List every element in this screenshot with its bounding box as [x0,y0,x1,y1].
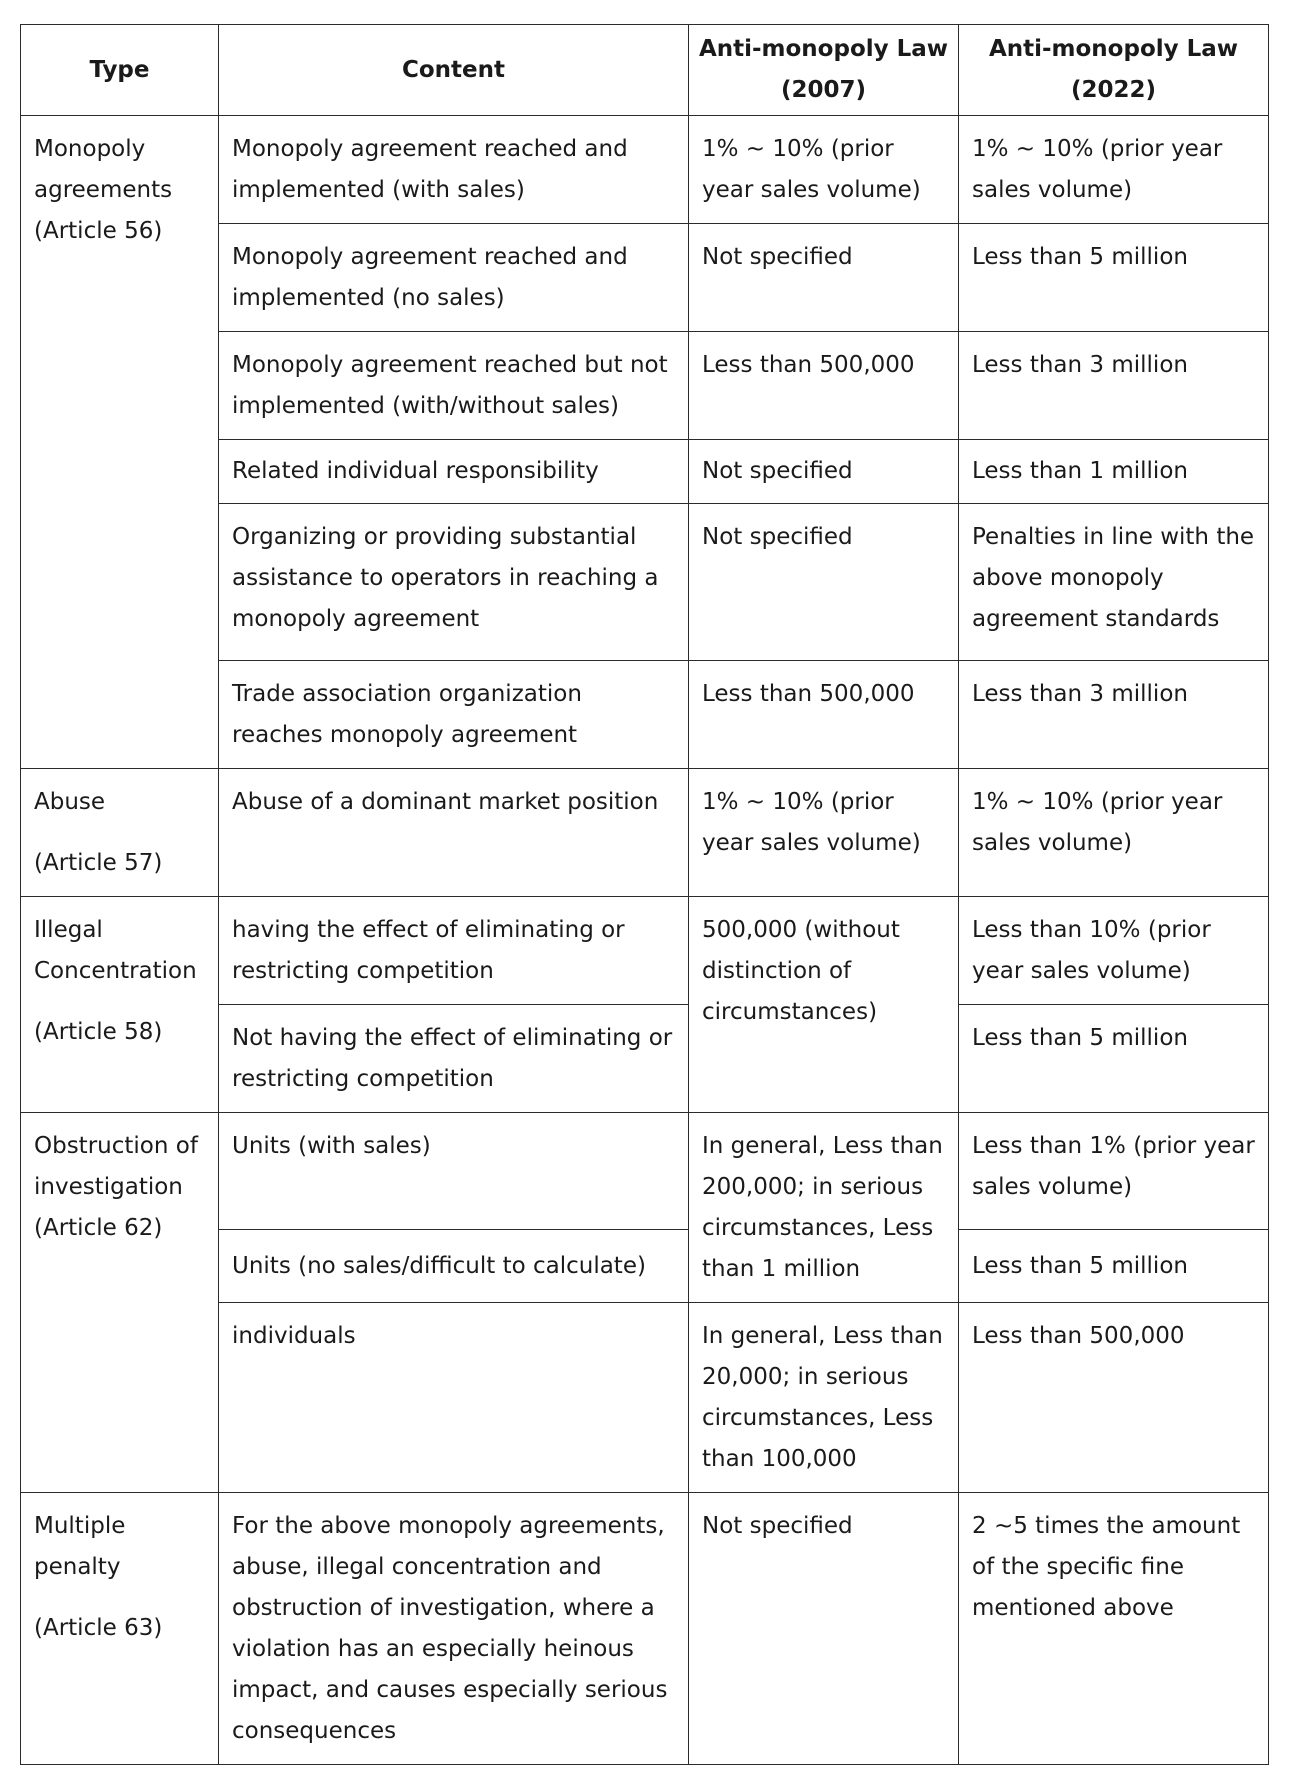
penalty-comparison-table [20,24,1269,1765]
content-cell: having the effect of eliminating or restricting competition [219,897,689,1005]
law-2022-cell: Less than 1% (prior year sales volume) [959,1113,1269,1230]
law-2007-cell: In general, Less than 200,000; in serious circumstances, Less than 1 million [689,1113,959,1303]
law-2007-cell: In general, Less than 20,000; in serious circumstances, Less than 100,000 [689,1303,959,1493]
header-law-2007: Anti-monopoly Law (2007) [689,25,959,116]
table-row [21,897,1269,1005]
type-cell-obstruction: Obstruction of investigation (Article 62) [21,1113,219,1493]
law-2022-cell: Less than 1 million [959,440,1269,504]
law-2022-cell: Less than 5 million [959,224,1269,332]
law-2007-cell: Not specified [689,504,959,661]
law-2007-cell: Not specified [689,1493,959,1765]
table-row [21,1493,1269,1765]
table-row [21,769,1269,897]
type-cell-concentration: Illegal Concentration (Article 58) [21,897,219,1113]
penalty-comparison-table-wrapper [20,24,1269,1765]
law-2007-cell: Not specified [689,440,959,504]
content-cell: Trade association organization reaches monopoly agreement [219,661,689,769]
type-cell-multiple: Multiple penalty (Article 63) [21,1493,219,1765]
content-cell: Related individual responsibility [219,440,689,504]
law-2022-cell: Less than 5 million [959,1005,1269,1113]
content-cell: Units (no sales/difficult to calculate) [219,1230,689,1303]
law-2022-cell: Less than 10% (prior year sales volume) [959,897,1269,1005]
header-law-2022: Anti-monopoly Law (2022) [959,25,1269,116]
law-2022-cell: 1% ~ 10% (prior year sales volume) [959,116,1269,224]
content-cell: For the above monopoly agreements, abuse, illegal concentration and obstruction of investigation, where a violation has an especially heinous impact, and causes especially serious consequences [219,1493,689,1765]
law-2022-cell: Penalties in line with the above monopoly agreement standards [959,504,1269,661]
law-2022-cell: Less than 3 million [959,661,1269,769]
table-row [21,1113,1269,1230]
law-2022-cell: 2 ~5 times the amount of the specific fine mentioned above [959,1493,1269,1765]
law-2022-cell: Less than 5 million [959,1230,1269,1303]
law-2007-cell: Less than 500,000 [689,332,959,440]
law-2007-cell: 1% ~ 10% (prior year sales volume) [689,769,959,897]
content-cell: Monopoly agreement reached and implemented (no sales) [219,224,689,332]
content-cell: Monopoly agreement reached and implemented (with sales) [219,116,689,224]
content-cell: Monopoly agreement reached but not implemented (with/without sales) [219,332,689,440]
header-content: Content [219,25,689,116]
table-row [21,116,1269,224]
law-2007-cell: 500,000 (without distinction of circumstances) [689,897,959,1113]
law-2022-cell: Less than 500,000 [959,1303,1269,1493]
content-cell: Organizing or providing substantial assistance to operators in reaching a monopoly agreement [219,504,689,661]
type-cell-abuse: Abuse (Article 57) [21,769,219,897]
content-cell: Units (with sales) [219,1113,689,1230]
content-cell: Not having the effect of eliminating or restricting competition [219,1005,689,1113]
type-cell-monopoly: Monopoly agreements (Article 56) [21,116,219,769]
law-2007-cell: Less than 500,000 [689,661,959,769]
law-2022-cell: 1% ~ 10% (prior year sales volume) [959,769,1269,897]
content-cell: individuals [219,1303,689,1493]
header-type: Type [21,25,219,116]
content-cell: Abuse of a dominant market position [219,769,689,897]
law-2007-cell: Not specified [689,224,959,332]
law-2007-cell: 1% ~ 10% (prior year sales volume) [689,116,959,224]
law-2022-cell: Less than 3 million [959,332,1269,440]
header-row [21,25,1269,116]
